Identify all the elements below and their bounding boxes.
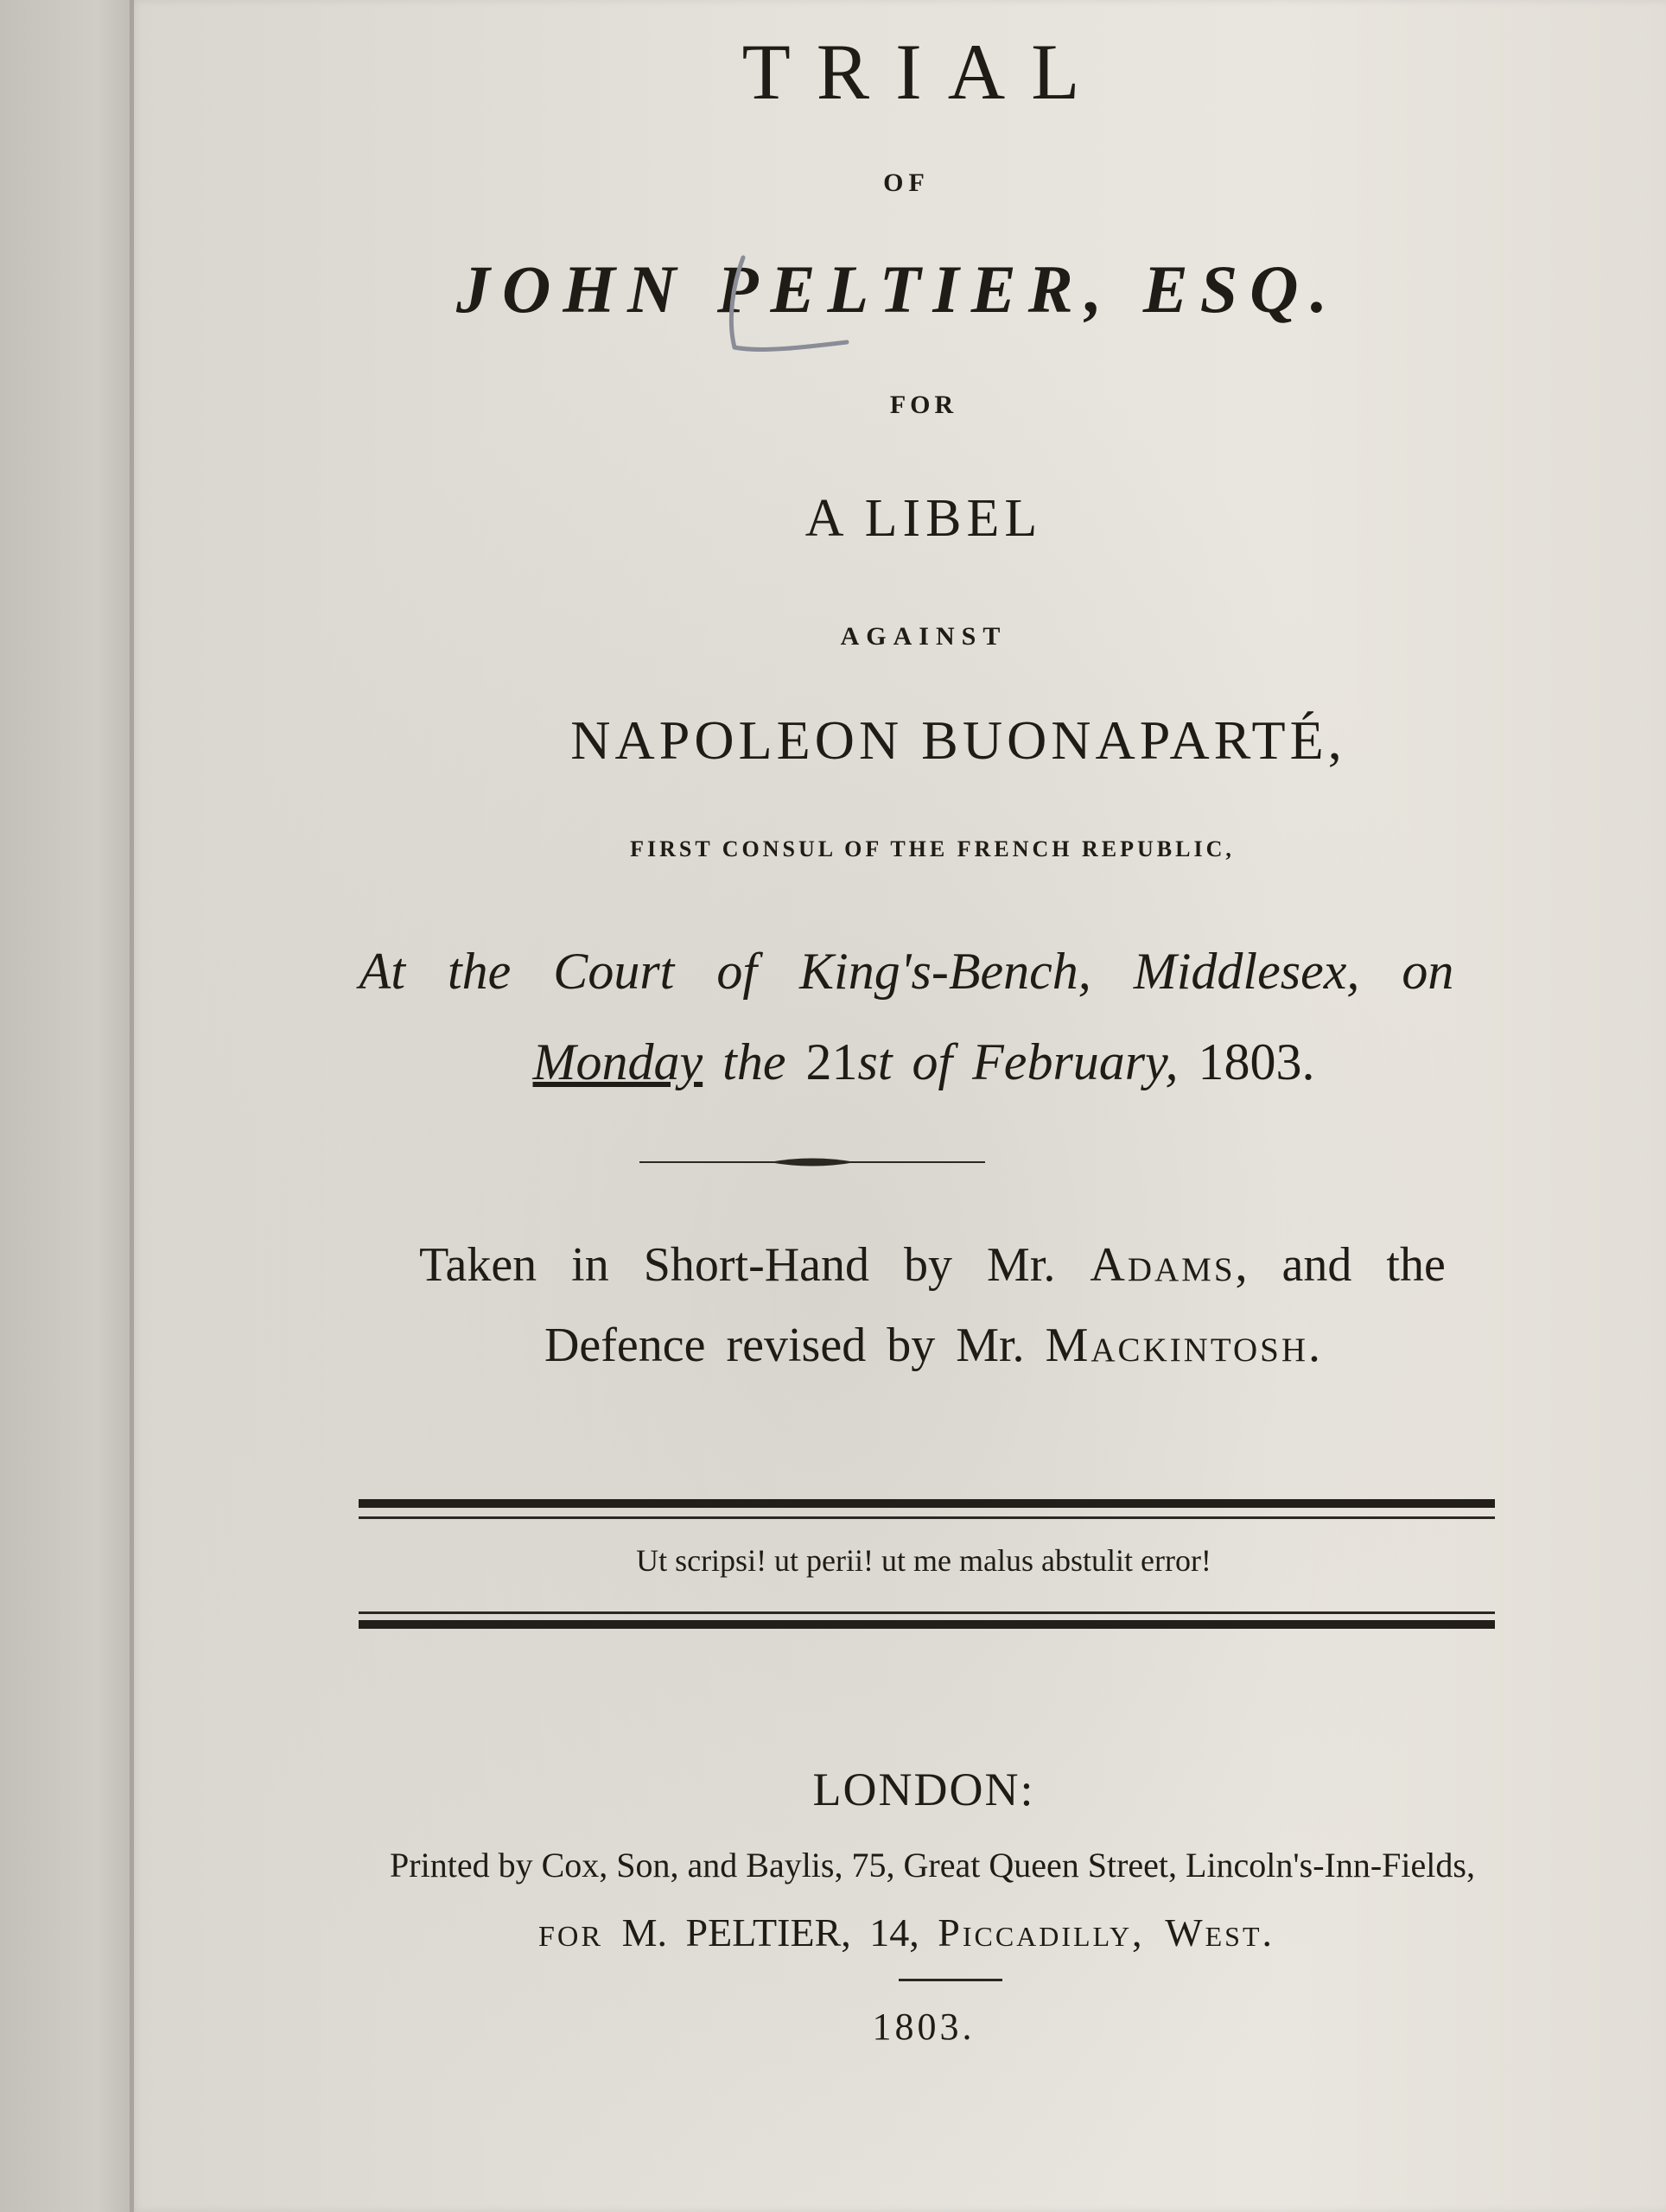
plaintiff-name: NAPOLEON BUONAPARTÉ, bbox=[570, 709, 1346, 771]
imprint-publisher-name: M. PELTIER, 14, bbox=[621, 1910, 919, 1955]
imprint-printer: Printed by Cox, Son, and Baylis, 75, Great Queen Street, Lincoln's-Inn-Fields, bbox=[390, 1846, 1475, 1885]
title-page bbox=[130, 0, 1666, 2212]
court-year: 1803. bbox=[1198, 1033, 1315, 1090]
motto-rule-top-thick bbox=[359, 1499, 1495, 1508]
ornamental-rule bbox=[639, 1149, 985, 1175]
court-line-2 bbox=[130, 1033, 1666, 1092]
court-the: the bbox=[722, 1033, 786, 1090]
title-of: OF bbox=[883, 168, 930, 197]
reporter-line-2-text: Defence revised by Mr. bbox=[544, 1319, 1025, 1372]
adjacent-page-edge bbox=[0, 0, 138, 2212]
court-month: st of February, bbox=[857, 1033, 1179, 1090]
reporter-line-1 bbox=[130, 1237, 1666, 1293]
defendant-name: JOHN PELTIER, ESQ. bbox=[455, 251, 1340, 327]
reporter-line-2-end: . bbox=[1308, 1319, 1320, 1372]
court-line-1: At the Court of King's-Bench, Middlesex, on bbox=[359, 943, 1454, 1000]
imprint-publisher bbox=[130, 1910, 1666, 1955]
imprint-address: Piccadilly, West. bbox=[938, 1910, 1275, 1955]
title-libel: A LIBEL bbox=[804, 489, 1043, 548]
plaintiff-office: FIRST CONSUL OF THE FRENCH REPUBLIC, bbox=[630, 836, 1235, 861]
motto-rule-top-thin bbox=[359, 1516, 1495, 1519]
latin-motto: Ut scripsi! ut perii! ut me malus abstulit error! bbox=[636, 1543, 1211, 1578]
title-against: AGAINST bbox=[840, 622, 1008, 651]
motto-rule-bottom-thin bbox=[359, 1611, 1495, 1614]
reporter-mackintosh: Mackintosh bbox=[1045, 1319, 1308, 1372]
motto-rule-bottom-thick bbox=[359, 1620, 1495, 1629]
title-for: FOR bbox=[889, 391, 958, 419]
year-rule bbox=[899, 1979, 1002, 1981]
pencil-annotation-mark bbox=[709, 251, 881, 372]
title-trial: TRIAL bbox=[741, 28, 1106, 116]
reporter-line-1-text: Taken in Short-Hand by Mr. bbox=[419, 1238, 1056, 1292]
reporter-line-2 bbox=[130, 1318, 1666, 1373]
imprint-for: FOR bbox=[537, 1921, 604, 1953]
imprint-city: LONDON: bbox=[812, 1764, 1035, 1815]
reporter-adams: Adams bbox=[1090, 1238, 1236, 1292]
page-gutter-edge bbox=[130, 0, 134, 2212]
reporter-line-1-end: , and the bbox=[1235, 1238, 1446, 1292]
court-day: Monday bbox=[532, 1033, 703, 1090]
imprint-year: 1803. bbox=[872, 2005, 976, 2048]
court-date-number: 21 bbox=[805, 1033, 858, 1090]
